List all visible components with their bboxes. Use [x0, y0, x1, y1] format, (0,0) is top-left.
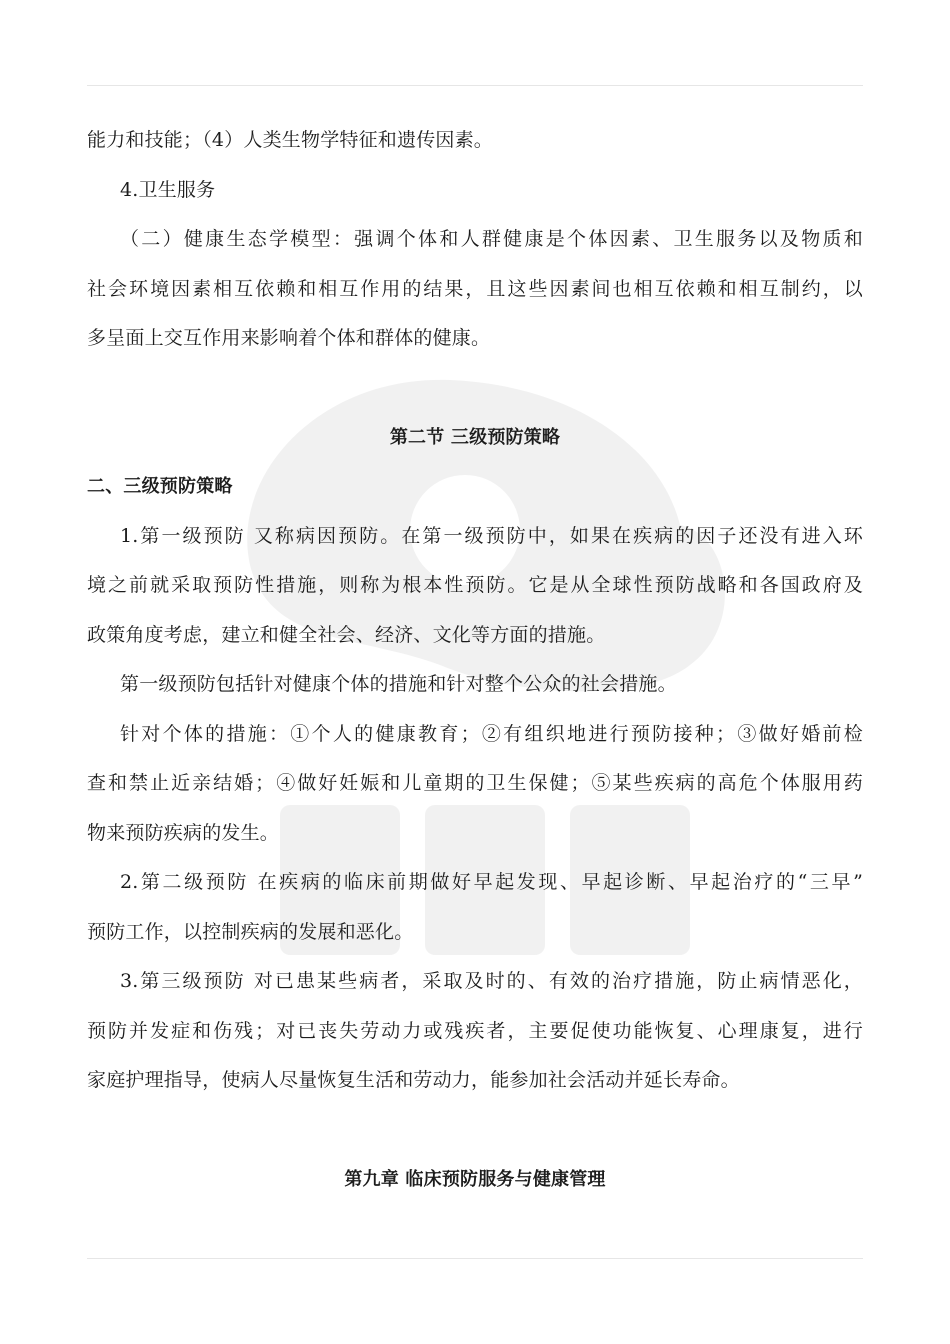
paragraph-line: 境之前就采取预防性措施，则称为根本性预防。它是从全球性预防战略和各国政府及 [87, 574, 863, 596]
section-title: 第二节 三级预防策略 [389, 426, 561, 448]
footer-rule [87, 1258, 863, 1259]
list-item-heading: 4.卫生服务 [120, 178, 216, 201]
paragraph-line: 1.第一级预防 又称病因预防。在第一级预防中，如果在疾病的因子还没有进入环 [120, 524, 863, 547]
paragraph-line: 能力和技能；（4）人类生物学特征和遗传因素。 [87, 129, 493, 151]
paragraph-line: 社会环境因素相互依赖和相互作用的结果，且这些因素间也相互依赖和相互制约，以 [87, 277, 863, 300]
paragraph-line: 家庭护理指导，使病人尽量恢复生活和劳动力，能参加社会活动并延长寿命。 [87, 1069, 740, 1091]
paragraph-line: 3.第三级预防 对已患某些病者，采取及时的、有效的治疗措施，防止病情恶化， [120, 970, 863, 992]
paragraph-line: 第一级预防包括针对健康个体的措施和针对整个公众的社会措施。 [120, 673, 677, 695]
subsection-title: 二、三级预防策略 [87, 476, 233, 497]
paragraph-line: （二）健康生态学模型：强调个体和人群健康是个体因素、卫生服务以及物质和 [120, 228, 863, 250]
chapter-title: 第九章 临床预防服务与健康管理 [344, 1168, 606, 1190]
document-body [87, 116, 863, 1204]
paragraph-line: 政策角度考虑，建立和健全社会、经济、文化等方面的措施。 [87, 623, 606, 646]
paragraph-line: 针对个体的措施：①个人的健康教育；②有组织地进行预防接种；③做好婚前检 [120, 722, 863, 745]
paragraph-line: 2.第二级预防 在疾病的临床前期做好早起发现、早起诊断、早起治疗的“三早” [120, 871, 863, 893]
paragraph-line: 预防工作，以控制疾病的发展和恶化。 [87, 920, 414, 943]
paragraph-line: 多呈面上交互作用来影响着个体和群体的健康。 [87, 327, 491, 349]
header-rule [87, 85, 863, 86]
paragraph-line: 查和禁止近亲结婚；④做好妊娠和儿童期的卫生保健；⑤某些疾病的高危个体服用药 [87, 772, 863, 794]
paragraph-line: 物来预防疾病的发生。 [87, 821, 280, 844]
paragraph-line: 预防并发症和伤残；对已丧失劳动力或残疾者，主要促使功能恢复、心理康复，进行 [87, 1019, 863, 1042]
